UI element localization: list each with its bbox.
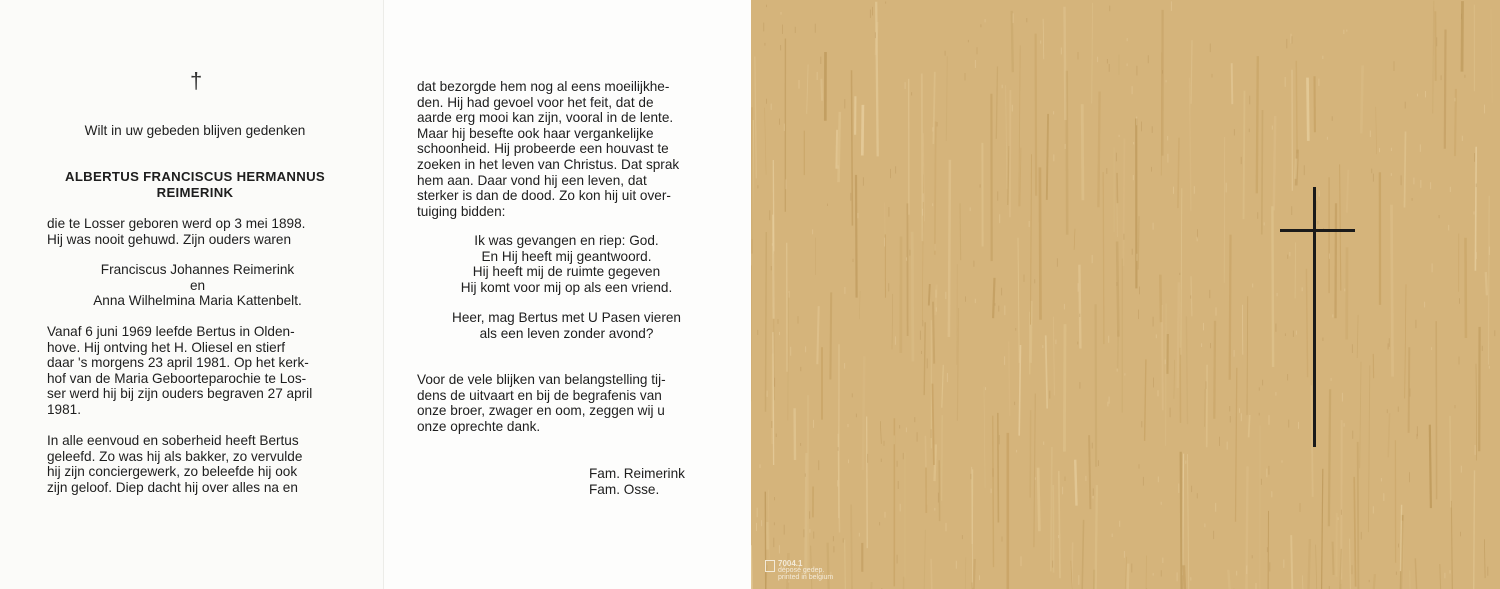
text-line: In alle eenvoud en soberheid heeft Bertus: [47, 433, 299, 448]
name-line-2: REIMERINK: [156, 184, 234, 200]
life-paragraph: [47, 324, 352, 418]
card-left-panel: [0, 0, 383, 589]
text-line: hij zijn conciergewerk, zo beleefde hij ook: [47, 464, 298, 480]
text-line: geleefd. Zo was hij als bakker, zo vervulde: [47, 448, 303, 464]
text-line: dens de uitvaart en bij de begrafenis van: [417, 387, 662, 403]
closing-question: [404, 310, 729, 341]
text-line: schoonheid. Hij probeerde een houvast te: [417, 141, 669, 157]
conjunction: en: [189, 277, 206, 293]
mother-name: Anna Wilhelmina Maria Kattenbelt.: [93, 293, 302, 309]
text-line: hof van de Maria Geboorteparochie te Los-: [47, 370, 307, 386]
wood-grain-texture: [751, 0, 1500, 589]
thanks-paragraph: [417, 372, 727, 434]
text-line: zoeken in het leven van Christus. Dat sprak: [417, 156, 680, 172]
prayer-verse: [404, 233, 729, 295]
text-line: onze oprechte dank.: [417, 418, 541, 434]
birth-text: [47, 216, 347, 247]
text-line: dat bezorgde hem nog al eens moeilijkhe-: [417, 79, 670, 94]
verse-line: Hij komt voor mij op als een vriend.: [460, 279, 673, 295]
text-line: aarde erg mooi kan zijn, vooral in de lente.: [417, 110, 674, 126]
text-line: sterker is dan de dood. Zo kon hij uit over-: [417, 188, 671, 204]
cross-icon: [1313, 187, 1316, 447]
text-line: Vanaf 6 juni 1969 leefde Bertus in Olden-: [47, 324, 295, 339]
text-line: daar 's morgens 23 april 1981. Op het kerk-: [47, 355, 309, 371]
continuation-paragraph: [417, 79, 727, 219]
text-line: die te Losser geboren werd op 3 mei 1898.: [47, 216, 306, 231]
card-cover-panel: [751, 0, 1500, 589]
card-middle-panel: [383, 0, 751, 589]
text-line: den. Hij had gevoel voor het feit, dat de: [417, 94, 654, 110]
verse-line: als een leven zonder avond?: [479, 325, 654, 341]
father-name: Franciscus Johannes Reimerink: [100, 262, 295, 277]
text-line: onze broer, zwager en oom, zeggen wij u: [417, 403, 665, 419]
verse-line: Ik was gevangen en riep: God.: [474, 233, 659, 248]
character-paragraph: [47, 433, 352, 495]
text-line: ser werd hij bij zijn ouders begraven 27 april: [47, 386, 313, 402]
printer-mark: [765, 560, 833, 581]
deceased-name: [30, 169, 360, 200]
text-line: Hij was nooit gehuwd. Zijn ouders waren: [47, 231, 292, 247]
name-line-1: ALBERTUS FRANCISCUS HERMANNUS: [65, 169, 325, 184]
parents-block: [40, 262, 355, 309]
intro-line: Wilt in uw gebeden blijven gedenken: [84, 123, 306, 138]
verse-line: En Hij heeft mij geantwoord.: [481, 248, 652, 264]
text-line: 1981.: [47, 401, 82, 417]
print-origin: printed in belgium: [778, 574, 834, 581]
text-line: Maar hij besefte ook haar vergankelijke: [417, 125, 654, 141]
verse-line: Heer, mag Bertus met U Pasen vieren: [452, 310, 681, 325]
printer-logo-icon: [765, 560, 775, 572]
text-line: hem aan. Daar vond hij een leven, dat: [417, 172, 647, 188]
cross-bar: [1280, 229, 1355, 232]
verse-line: Hij heeft mij de ruimte gegeven: [472, 264, 661, 280]
text-line: tuiging bidden:: [417, 203, 506, 219]
text-line: Voor de vele blijken van belangstelling tij-: [417, 372, 666, 387]
print-note: déposé gedep.: [778, 567, 825, 574]
family-signatures: [589, 466, 729, 497]
text-line: hove. Hij ontving het H. Oliesel en stierf: [47, 339, 286, 355]
print-code: 7004.1: [778, 559, 803, 568]
signature-line: Fam. Reimerink: [589, 466, 685, 481]
signature-line: Fam. Osse.: [589, 481, 660, 497]
small-cross-icon: †: [190, 68, 203, 93]
text-line: zijn geloof. Diep dacht hij over alles na en: [47, 479, 298, 495]
